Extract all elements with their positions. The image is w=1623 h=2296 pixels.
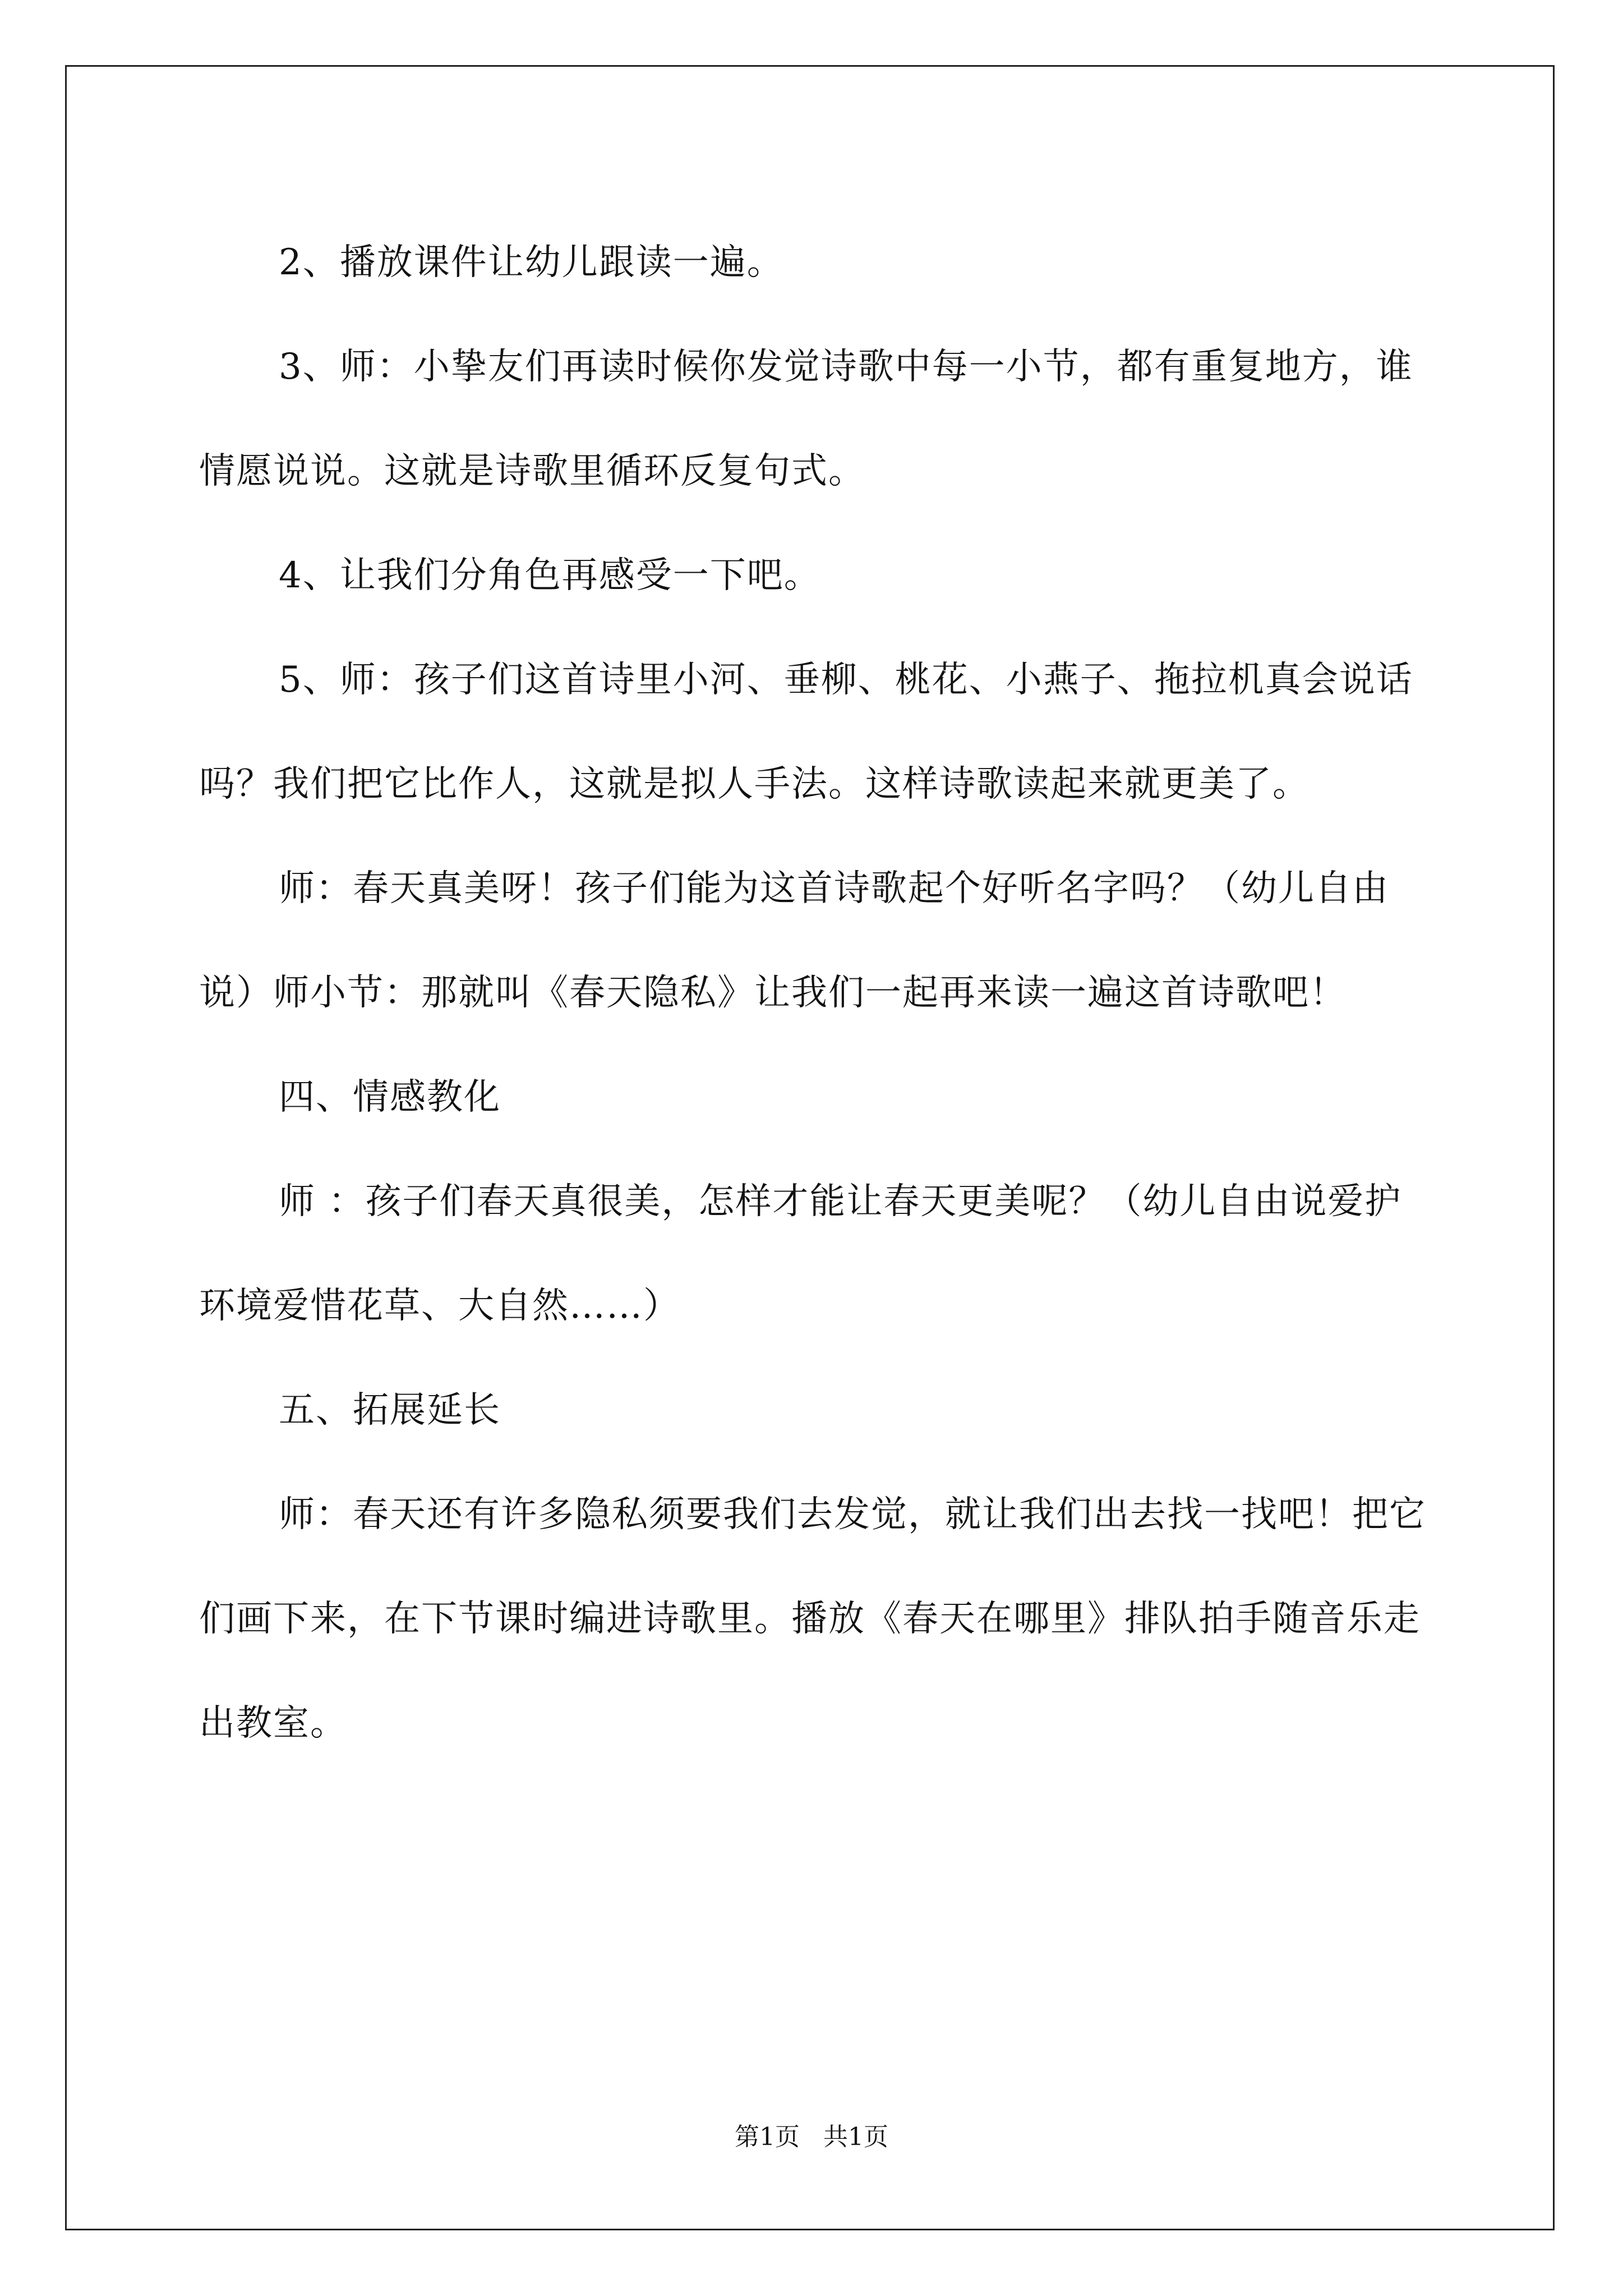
paragraph-teacher-environment: 师 ：孩子们春天真很美，怎样才能让春天更美呢？（幼儿自由说爱护环境爱惜花草、大自然……） <box>199 1181 1402 1327</box>
section-heading-emotional-education: 四、情感教化 <box>279 1076 501 1118</box>
paragraph-teacher-closing: 师：春天还有许多隐私须要我们去发觉，就让我们出去找一找吧！把它们画下来，在下节课时编进诗歌里。播放《春天在哪里》排队拍手随音乐走出教室。 <box>199 1494 1426 1744</box>
paragraph-step-3: 3、师：小挚友们再读时候你发觉诗歌中每一小节，都有重复地方，谁情愿说说。这就是诗歌里循环反复句式。 <box>199 346 1413 492</box>
paragraph-step-2: 2、播放课件让幼儿跟读一遍。 <box>279 242 784 283</box>
document-body <box>199 210 1433 1775</box>
page-footer <box>0 2120 1623 2154</box>
section-heading-extension: 五、拓展延长 <box>279 1389 501 1431</box>
paragraph-teacher-naming: 师：春天真美呀！孩子们能为这首诗歌起个好听名字吗？（幼儿自由说）师小节：那就叫《春天隐私》让我们一起再来读一遍这首诗歌吧！ <box>199 868 1389 1014</box>
page-number-current: 第1页 <box>735 2123 800 2151</box>
paragraph-step-5: 5、师：孩子们这首诗里小河、垂柳、桃花、小燕子、拖拉机真会说话吗？我们把它比作人，这就是拟人手法。这样诗歌读起来就更美了。 <box>199 659 1413 805</box>
paragraph-step-4: 4、让我们分角色再感受一下吧。 <box>279 555 821 596</box>
page-number-total: 共1页 <box>823 2123 888 2151</box>
